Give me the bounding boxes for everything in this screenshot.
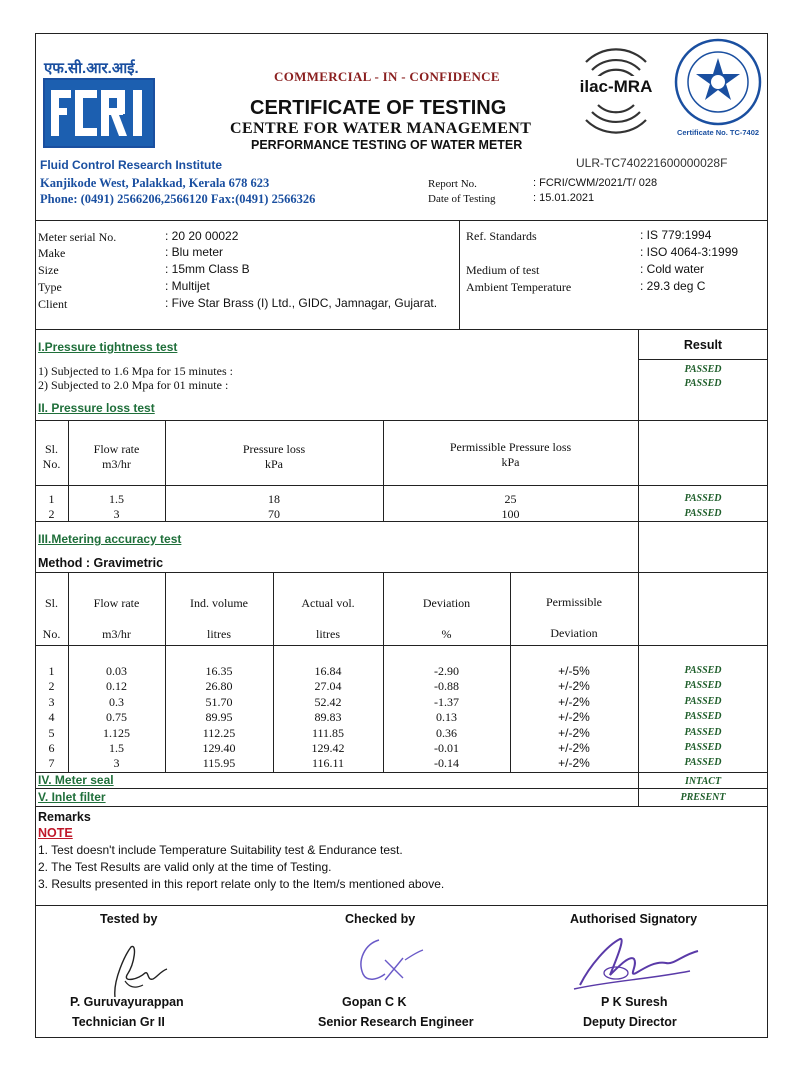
ma-row-4-sl: 4 (48, 710, 55, 725)
org-address: Kanjikode West, Palakkad, Kerala 678 623 (40, 176, 270, 190)
pl-row-2-loss: 70 (268, 507, 280, 521)
ma-row-3-sl: 3 (48, 694, 55, 709)
ma-row-6-act: 129.42 (311, 741, 345, 755)
tested-by-label: Tested by (100, 912, 158, 926)
ma-row-5-dev: 0.36 (436, 725, 457, 740)
result-header: Result (683, 338, 723, 352)
logo-hindi: एफ.सी.आर.आई. (44, 60, 139, 77)
ma-row-4-result: PASSED (684, 711, 722, 723)
date-label: Date of Testing (428, 193, 496, 205)
inlet-filter-result: PRESENT (680, 792, 726, 803)
pl-header-permissible: Permissible Pressure loss kPa (449, 440, 572, 469)
ma-row-6-ind: 129.40 (202, 741, 236, 755)
ma-row-1-sl: 1 (48, 664, 55, 678)
type-value: : Multijet (165, 279, 210, 293)
method-label: Method : Gravimetric (38, 556, 164, 570)
ref-standard-1: : IS 779:1994 (640, 228, 712, 242)
checked-by-title: Senior Research Engineer (318, 1015, 474, 1029)
ilac-mra-text: ilac-MRA (566, 76, 666, 98)
pl-header-loss: Pressure loss kPa (242, 442, 306, 471)
org-name: Fluid Control Research Institute (40, 158, 223, 172)
ma-row-5-sl: 5 (48, 725, 55, 740)
divider (35, 485, 768, 486)
nabl-seal (672, 36, 764, 140)
ma-row-1-perm: +/-5% (558, 664, 590, 678)
signature-suresh (570, 925, 710, 1000)
divider (35, 772, 768, 773)
pl-row-2-result: PASSED (684, 508, 722, 519)
authorised-title: Deputy Director (583, 1015, 677, 1029)
fcri-logo (43, 78, 155, 148)
remarks-heading: Remarks (38, 810, 91, 824)
meter-seal-result: INTACT (684, 776, 722, 787)
ma-row-7-sl: 7 (48, 756, 55, 771)
ilac-mra-logo (566, 40, 666, 140)
divider (35, 572, 768, 573)
ulr-number: ULR-TC740221600000028F (576, 156, 728, 170)
ma-row-6-dev: -0.01 (434, 741, 459, 755)
date-of-testing: : 15.01.2021 (533, 192, 595, 204)
serial-value: : 20 20 00022 (165, 229, 239, 243)
size-value: : 15mm Class B (165, 262, 250, 276)
serial-label: Meter serial No. (38, 230, 117, 244)
ma-row-4-ind: 89.95 (205, 710, 233, 725)
ref-standard-2: : ISO 4064-3:1999 (640, 245, 739, 259)
ma-row-1-dev: -2.90 (434, 664, 459, 678)
pl-header-flow: Flow rate m3/hr (93, 442, 140, 471)
ma-header-act: Actual vol. litres (301, 596, 355, 641)
ma-row-7-perm: +/-2% (558, 756, 590, 771)
ma-row-7-dev: -0.14 (434, 756, 459, 771)
ma-row-2-ind: 26.80 (205, 679, 233, 694)
ma-row-5-ind: 112.25 (202, 725, 236, 740)
pl-row-1-loss: 18 (268, 492, 280, 506)
ma-row-6-flow: 1.5 (109, 741, 124, 755)
pl-row-1-perm: 25 (504, 492, 517, 506)
medium-value: : Cold water (640, 262, 705, 276)
pressure-test-line-1: 1) Subjected to 1.6 Mpa for 15 minutes : (38, 364, 233, 378)
medium-label: Medium of test (466, 263, 540, 277)
report-no: : FCRI/CWM/2021/T/ 028 (533, 177, 658, 189)
ma-row-7-act: 116.11 (311, 756, 345, 771)
ma-row-7-ind: 115.95 (202, 756, 236, 771)
ma-row-3-flow: 0.3 (109, 694, 124, 709)
subtitle-performance: PERFORMANCE TESTING OF WATER METER (251, 138, 523, 152)
checked-by-name: Gopan C K (342, 995, 407, 1009)
pressure-test-result-1: PASSED (684, 364, 722, 375)
ma-row-2-flow: 0.12 (106, 679, 127, 694)
client-value: : Five Star Brass (I) Ltd., GIDC, Jamnagar, Gujarat. (165, 296, 438, 310)
pl-row-2-perm: 100 (501, 507, 520, 521)
ma-row-2-dev: -0.88 (434, 679, 459, 694)
ma-row-5-flow: 1.125 (103, 725, 130, 740)
pressure-tightness-heading: I.Pressure tightness test (38, 340, 178, 354)
ma-row-5-result: PASSED (684, 726, 722, 738)
size-label: Size (38, 263, 59, 277)
divider (35, 329, 768, 330)
signature-gopan (345, 930, 425, 990)
ma-row-4-perm: +/-2% (558, 710, 590, 725)
ref-standards-label: Ref. Standards (466, 229, 537, 243)
divider (35, 420, 768, 421)
confidential-label: COMMERCIAL - IN - CONFIDENCE (274, 69, 500, 84)
remark-3: 3. Results presented in this report relate only to the Item/s mentioned above. (38, 877, 445, 891)
divider (35, 788, 768, 789)
tested-by-name: P. Guruvayurappan (70, 995, 184, 1009)
ma-row-3-act: 52.42 (314, 694, 342, 709)
ma-row-4-dev: 0.13 (436, 710, 457, 725)
subtitle: CENTRE FOR WATER MANAGEMENT (230, 120, 532, 137)
ambient-value: : 29.3 deg C (640, 279, 706, 293)
fcri-logo-mark (45, 80, 153, 146)
note-label: NOTE (38, 826, 73, 840)
ma-row-2-act: 27.04 (314, 679, 342, 694)
ma-row-2-result: PASSED (684, 680, 722, 692)
ma-row-1-ind: 16.35 (205, 664, 233, 678)
ma-row-1-flow: 0.03 (106, 664, 127, 678)
authorised-name: P K Suresh (601, 995, 668, 1009)
ma-row-6-perm: +/-2% (558, 741, 590, 755)
divider (35, 905, 768, 906)
pressure-test-result-2: PASSED (684, 378, 722, 389)
divider (459, 220, 460, 329)
inlet-filter-heading: V. Inlet filter (38, 790, 106, 804)
report-no-label: Report No. (428, 178, 477, 190)
ma-header-dev: Deviation % (422, 596, 471, 641)
ma-row-7-flow: 3 (113, 756, 120, 771)
ma-row-2-sl: 2 (48, 679, 55, 694)
ma-row-6-result: PASSED (684, 742, 722, 753)
metering-heading: III.Metering accuracy test (38, 532, 182, 546)
ma-row-3-dev: -1.37 (434, 694, 459, 709)
pressure-loss-heading: II. Pressure loss test (38, 401, 155, 415)
org-phone: Phone: (0491) 2566206,2566120 Fax:(0491) 2566326 (40, 192, 316, 206)
meter-seal-heading: IV. Meter seal (38, 773, 114, 787)
make-value: : Blu meter (165, 245, 224, 259)
pl-row-1-sl: 1 (48, 492, 55, 506)
make-label: Make (38, 246, 66, 260)
authorised-signatory-label: Authorised Signatory (570, 912, 698, 926)
ambient-label: Ambient Temperature (466, 280, 572, 294)
divider (638, 420, 639, 521)
ma-row-1-act: 16.84 (314, 664, 342, 678)
pl-row-2-sl: 2 (48, 507, 55, 521)
divider (35, 806, 768, 807)
remark-1: 1. Test doesn't include Temperature Suitability test & Endurance test. (38, 843, 403, 857)
divider (35, 220, 768, 221)
ma-row-7-result: PASSED (684, 757, 722, 769)
pl-row-1-result: PASSED (684, 493, 722, 504)
ma-header-flow: Flow rate m3/hr (93, 596, 140, 641)
divider (638, 521, 639, 573)
pl-row-1-flow: 1.5 (109, 492, 124, 506)
tested-by-title: Technician Gr II (72, 1015, 165, 1029)
client-label: Client (38, 297, 68, 311)
ma-header-perm: Permissible Deviation (546, 595, 602, 640)
seal-certificate-no: Certificate No. TC-7402 (676, 128, 760, 137)
ma-row-3-result: PASSED (684, 695, 722, 707)
ma-row-5-act: 111.85 (311, 725, 345, 740)
ma-row-1-result: PASSED (684, 665, 722, 676)
ma-row-6-sl: 6 (48, 741, 55, 755)
pl-header-sl: Sl. No. (42, 442, 61, 471)
ma-row-2-perm: +/-2% (558, 679, 590, 694)
divider (638, 359, 768, 360)
ma-row-3-ind: 51.70 (205, 694, 233, 709)
pl-row-2-flow: 3 (113, 507, 120, 521)
type-label: Type (38, 280, 62, 294)
pressure-test-line-2: 2) Subjected to 2.0 Mpa for 01 minute : (38, 378, 229, 392)
ma-row-5-perm: +/-2% (558, 725, 590, 740)
checked-by-label: Checked by (345, 912, 416, 926)
ma-row-3-perm: +/-2% (558, 694, 590, 709)
ma-header-ind: Ind. volume litres (190, 596, 248, 641)
remark-2: 2. The Test Results are valid only at the time of Testing. (38, 860, 332, 874)
page-title: CERTIFICATE OF TESTING (250, 97, 507, 119)
ma-header-sl: Sl. No. (42, 596, 61, 641)
ma-row-4-act: 89.83 (314, 710, 342, 725)
ma-row-4-flow: 0.75 (106, 710, 127, 725)
